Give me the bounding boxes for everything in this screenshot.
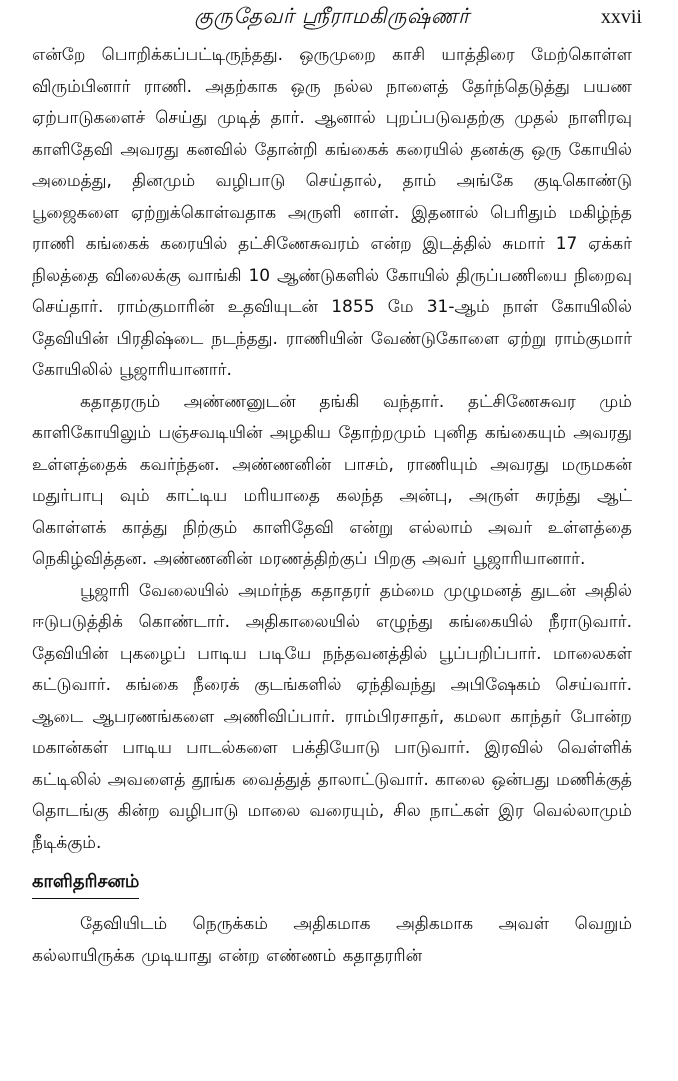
paragraph-2: கதாதரரும் அண்ணனுடன் தங்கி வந்தார். தட்சிணேசுவர மும் காளிகோயிலும் பஞ்சவடியின் அழகிய தோற்றமும் புனித கங்கையும் அவரது உள்ளத்தைக் கவர்ந்தன. அண்ணனின் பாசம், ராணியும் அவரது மருமகன் மதுர்பாபு வும் காட்டிய மரியாதை கலந்த அன்பு, அருள் சுரந்து ஆட் கொள்ளக் காத்து நிற்கும் காளிதேவி என்று எல்லாம் அவர் உள்ளத்தை நெகிழ்வித்தன. அண்ணனின் மரணத்திற்குப் பிறகு அவர் பூஜாரியானார். xyxy=(32,391,632,569)
section-heading: காளிதரிசனம் xyxy=(32,867,139,899)
body-text xyxy=(32,40,632,972)
section-paragraph: தேவியிடம் நெருக்கம் அதிகமாக அதிகமாக அவள் வெறும் கல்லாயிருக்க முடியாது என்ற எண்ணம் கதாதரரின் xyxy=(32,914,632,966)
paragraph-1: என்றே பொறிக்கப்பட்டிருந்தது. ஒருமுறை காசி யாத்திரை மேற்கொள்ள விரும்பினார் ராணி. அதற்காக ஒரு நல்ல நாளைத் தேர்ந்தெடுத்து பயண ஏற்பாடுகளைச் செய்து முடித் தார். ஆனால் புறப்படுவதற்கு முதல் நாளிரவு காளிதேவி அவரது கனவில் தோன்றி கங்கைக் கரையில் தனக்கு ஒரு கோயில் அமைத்து, தினமும் வழிபாடு செய்தால், தாம் அங்கே குடிகொண்டு பூஜைகளை ஏற்றுக்கொள்வதாக அருளி னாள். இதனால் பெரிதும் மகிழ்ந்த ராணி கங்கைக் கரையில் தட்சிணேசுவரம் என்ற இடத்தில் சுமார் 17 ஏக்கர் நிலத்தை விலைக்கு வாங்கி 10 ஆண்டுகளில் கோயில் திருப்பணியை நிறைவு செய்தார். ராம்குமாரின் உதவியுடன் 1855 மே 31-ஆம் நாள் கோயிலில் தேவியின் பிரதிஷ்டை நடந்தது. ராணியின் வேண்டுகோளை ஏற்று ராம்குமார் கோயிலில் பூஜாரியானார். xyxy=(32,45,632,380)
running-title: குருதேவர் ஸ்ரீராமகிருஷ்ணர் xyxy=(194,4,470,28)
page-number: xxvii xyxy=(600,6,642,28)
paragraph-3: பூஜாரி வேலையில் அமர்ந்த கதாதரர் தம்மை முழுமனத் துடன் அதில் ஈடுபடுத்திக் கொண்டார். அதிகாலையில் எழுந்து கங்கையில் நீராடுவார். தேவியின் புகழைப் பாடிய படியே நந்தவனத்தில் பூப்பறிப்பார். மாலைகள் கட்டுவார். கங்கை நீரைக் குடங்களில் ஏந்திவந்து அபிஷேகம் செய்வார். ஆடை ஆபரணங்களை அணிவிப்பார். ராம்பிரசாதர், கமலா காந்தர் போன்ற மகான்கள் பாடிய பாடல்களை பக்தியோடு பாடுவார். இரவில் வெள்ளிக் கட்டிலில் அவளைத் தூங்க வைத்துத் தாலாட்டுவார். காலை ஒன்பது மணிக்குத் தொடங்கு கின்ற வழிபாடு மாலை வரையும், சில நாட்கள் இர வெல்லாமும் நீடிக்கும். xyxy=(32,580,632,853)
running-header xyxy=(32,0,642,40)
